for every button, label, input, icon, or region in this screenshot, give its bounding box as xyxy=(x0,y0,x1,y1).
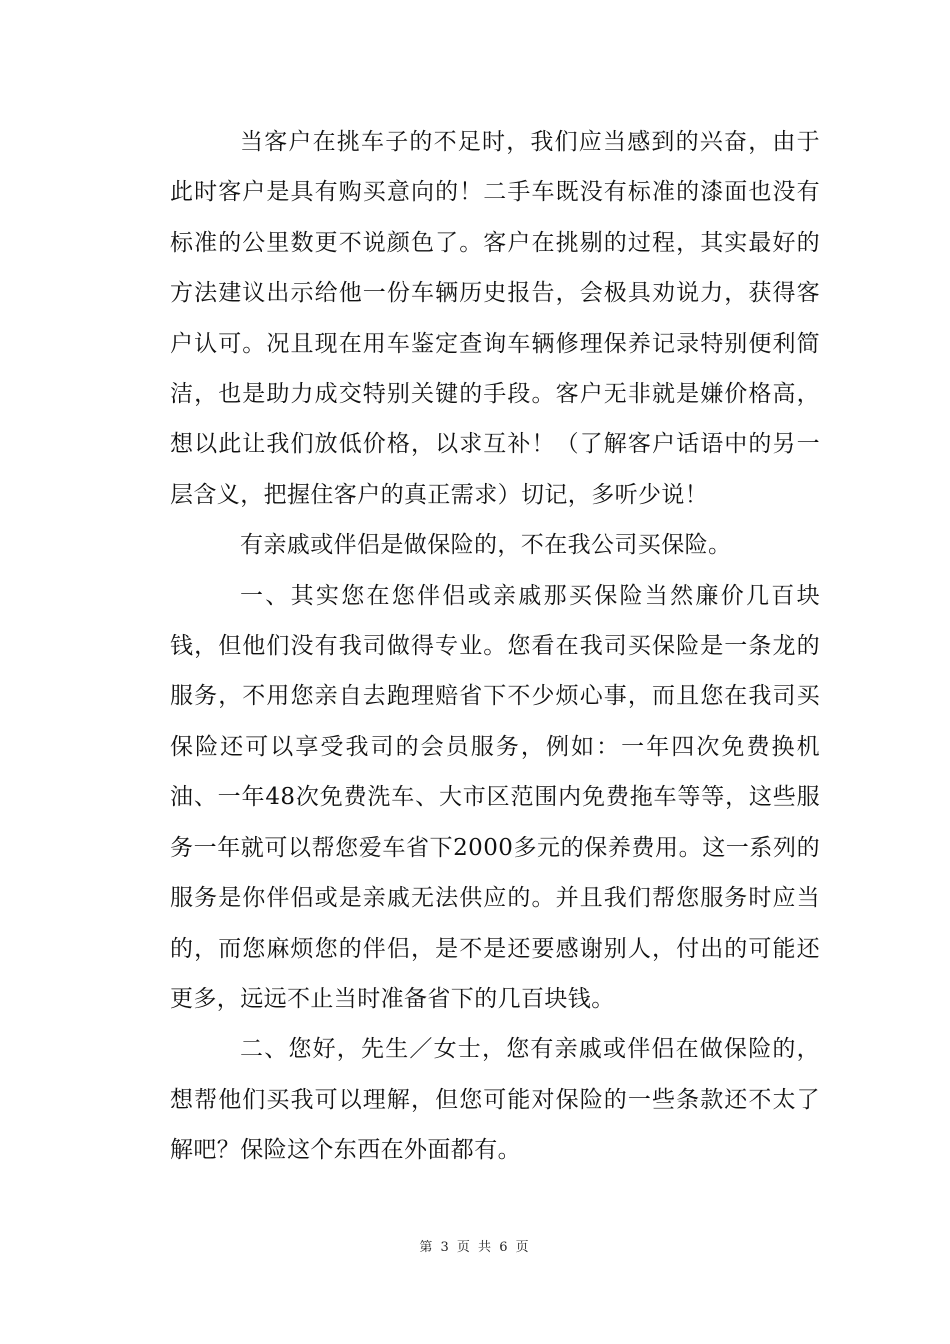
page-number-footer: 第 3 页 共 6 页 xyxy=(419,1240,531,1255)
paragraph-response-one: 一、其实您在您伴侣或亲戚那买保险当然廉价几百块钱，但他们没有我司做得专业。您看在我司买保险是一条龙的服务，不用您亲自去跑理赔省下不少烦心事，而且您在我司买保险还可以享受我司的会员服务，例如：一年四次免费换机油、一年48次免费洗车、大市区范围内免费拖车等等，这些服务一年就可以帮您爱车省下2000多元的保养费用。这一系列的服务是你伴侣或是亲戚无法供应的。并且我们帮您服务时应当的，而您麻烦您的伴侣，是不是还要感谢别人，付出的可能还更多，远远不止当时准备省下的几百块钱。 xyxy=(170,582,820,1012)
paragraph-response-two: 二、您好，先生／女士，您有亲戚或伴侣在做保险的，想帮他们买我可以理解，但您可能对保险的一些条款还不太了解吧？保险这个东西在外面都有。 xyxy=(170,1036,820,1164)
document-body xyxy=(170,117,820,1176)
paragraph-customer-objections: 当客户在挑车子的不足时，我们应当感到的兴奋，由于此时客户是具有购买意向的！二手车既没有标准的漆面也没有标准的公里数更不说颜色了。客户在挑剔的过程，其实最好的方法建议出示给他一份车辆历史报告，会极具劝说力，获得客户认可。况且现在用车鉴定查询车辆修理保养记录特别便利简洁，也是助力成交特别关键的手段。客户无非就是嫌价格高，想以此让我们放低价格，以求互补！（了解客户话语中的另一层含义，把握住客户的真正需求）切记，多听少说！ xyxy=(170,129,820,508)
paragraph-insurance-topic: 有亲戚或伴侣是做保险的，不在我公司买保险。 xyxy=(240,532,732,559)
